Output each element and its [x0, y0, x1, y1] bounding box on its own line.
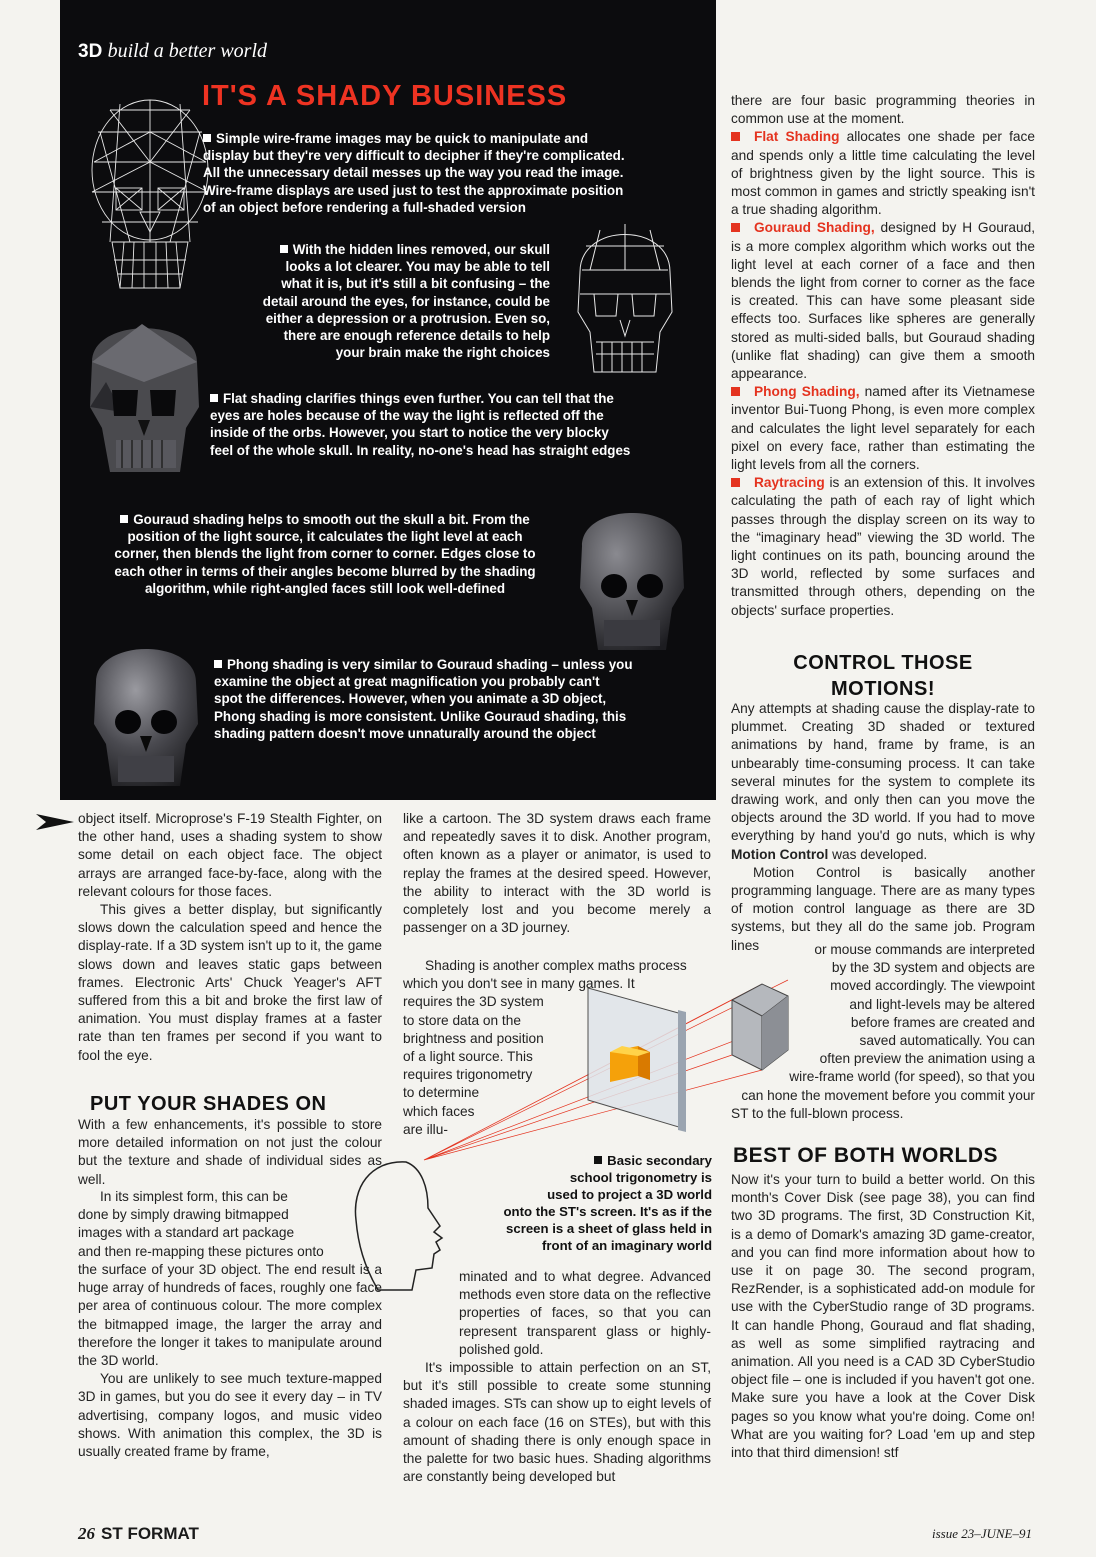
projection-diagram — [352, 960, 812, 1170]
section-kicker: 3D build a better world — [78, 40, 268, 62]
caption-gouraud-shading: Gouraud shading helps to smooth out the skull a bit. From the position of the light source, it calculates the light level at each corner, then blends the light from corner to corner. Edges close to each other in terms of their angles become blurred by the shading algorithm, while right-angled faces still look well-defined — [114, 512, 536, 596]
page-footer: 26 ST FORMAT — [78, 1524, 199, 1543]
right-column: there are four basic programming theories in common use at the moment. Flat Shading allocates one shade per face and spends only a little time calculating the level of brightness given by the light source. This is most common in games and strictly speaking isn't a true shading algorithm. Gouraud Shading, designed by H Gouraud, is a more complex algorithm which works out the light level at each corner of a face and then blends the light from corner to corner as the face is created. This can have some pleasant side effects too. Surfaces like spheres are generally stored as multi-sided balls, but Gouraud shading (unlike flat shading) can give them a smooth appearance. Phong Shading, named after its Vietnamese inventor Bui-Tuong Phong, is even more complex and calculates the light level separately for each pixel on every face, rather than estimating the light levels from all the corners. Raytracing is an extension of this. It involves calculating the path of each ray of light which passes through the display screen on its way to the “imaginary head” viewing the 3D world. The light continues on its path, bouncing around the 3D world, reflected by some surfaces and transmitted through others, depending on the objects' surface properties. — [731, 93, 1036, 618]
continued-arrow-icon — [36, 812, 76, 832]
phong-shaded-skull-image — [86, 634, 206, 794]
caption-hidden-lines: With the hidden lines removed, our skull looks a lot clearer. You may be able to tell what it is, but it's still a bit confusing – the detail around the eyes, for instance, could be either a depression or a protrusion. Even so, there are enough reference details to help your brain make the right choices — [262, 242, 550, 361]
shades-heading: PUT YOUR SHADES ON — [90, 1093, 327, 1115]
shades-text-rest: the surface of your 3D object. The end result is a huge array of hundreds of faces, roughly one face per area of continuous colour. The more complex the bitmapped image, the larger the array and therefore the longer it takes to manipulate around the 3D world. You are unlikely to see much texture-mapped 3D in games, but you do see it every day – in TV advertising, company logos, and music video shows. With animation this complex, the 3D is usually created frame by frame, — [78, 1262, 382, 1460]
left-column: object itself. Microprose's F-19 Stealth Fighter, on the other hand, uses a shading system to show some detail on each object face. The object arrays are arranged face-by-face, along with the relevant colours for those faces. This gives a better display, but significantly slows down the calculation speed and hence the display-rate. If a 3D system isn't up to it, the game slows down and leaves static gaps between frames. Electronic Arts' Chuck Yeager's AFT suffered from this a bit and broke the first law of animation. You must display frames at a faster rate than ten frames per second if you want to fool the eye. — [78, 811, 382, 1063]
caption-phong-shading: Phong shading is very similar to Gouraud shading – unless you examine the object at great magnification you probably can't spot the differences. However, when you animate a 3D object, Phong shading is more consistent. Unlike Gouraud shading, this shading pattern doesn't move unnaturally around the object — [214, 657, 633, 741]
headline: IT'S A SHADY BUSINESS — [202, 80, 568, 112]
middle-column: like a cartoon. The 3D system draws each frame and repeatedly saves it to disk. Another program, often known as a player or animator, is used to replay the frames at the desired speed. However, the ability to interact with the 3D world is completely lost and you become merely a passenger on a 3D journey. — [403, 811, 711, 936]
caption-wireframe: Simple wire-frame images may be quick to manipulate and display but they're very difficult to decipher if they're complicated. All the unnecessary detail messes up the way you read the image. Wire-frame displays are used just to test the approximate position of an object before rendering a full-shaded version — [203, 131, 625, 215]
control-text: Any attempts at shading cause the display-rate to plummet. Creating 3D shaded or textured animations by hand, frame by frame, is an unbearably time-consuming process. It can take several minutes for the system to complete its drawing work, and only then can you move the objects around the 3D world. If you had to move everything by hand you'd go nuts, which is why Motion Control was developed. Motion Control is basically another programming language. There are as many types of motion control language as there are 3D systems, but they all do the same job. Program lines — [731, 701, 1035, 953]
hidden-line-skull-image — [560, 212, 690, 387]
shades-text-wrap: In its simplest form, this can be done by simply drawing bitmapped images with a standard art package and then re-mapping these pictures onto — [78, 1189, 324, 1259]
middle-column-bottom: minated and to what degree. Advanced methods even store data on the reflective properties of faces, so that you can represent transparent glass or highly-polished gold. It's impossible to attain perfection on an ST, but it's still possible to create some stunning shaded images. STs can show up to eight levels of a colour on each face (16 on STEs), but with this amount of shading there is only enough space in the palette for two basic hues. Shading algorithms are constantly being developed but — [403, 1269, 711, 1485]
control-heading: CONTROL THOSE MOTIONS! — [793, 652, 973, 700]
gouraud-shaded-skull-image — [572, 498, 692, 658]
issue-label: issue 23–JUNE–91 — [931, 1526, 1032, 1541]
control-text-wrap: or mouse commands are interpreted by the 3D system and objects are moved accordingly. The viewpoint and light-levels may be altered before frames are created and saved automatically. You can often preview the animation using a wire-frame world (for speed), so that you can hone the movement before you commit your ST to the full-blown process. — [731, 942, 1035, 1121]
shades-text: With a few enhancements, it's possible to store more detailed information on not just the colour but the texture and shade of individual sides as well. — [78, 1117, 382, 1187]
best-text: Now it's your turn to build a better world. On this month's Cover Disk (see page 38), you can find two 3D programs. The first, 3D Construction Kit, is a demo of Domark's amazing 3D game-creator, and you can find more information about how to use it on page 30. The second program, RezRender, is a sophisticated add-on module for use with the CyberStudio range of 3D programs. It can handle Phong, Gouraud and flat shading, as well as some simplified raytracing and animation. All you need is a CAD 3D CyberStudio object file – one is included if you haven't got one. Make sure you have a look at the Cover Disk pages so you know what you're doing. Come on! What are you waiting for? Load 'em up and step into that third dimension! stf — [731, 1172, 1035, 1461]
caption-flat-shading: Flat shading clarifies things even further. You can tell that the eyes are holes because of the way the light is reflected off the inside of the orbs. However, you start to notice the very blocky feel of the whole skull. In reality, no-one's head has straight edges — [210, 391, 631, 458]
best-heading: BEST OF BOTH WORLDS — [733, 1144, 998, 1167]
wireframe-skull-image — [80, 92, 220, 302]
caption-diagram: Basic secondary school trigonometry is used to project a 3D world onto the ST's screen. It's as if the screen is a sheet of glass held in front of an imaginary world — [503, 1153, 712, 1253]
flat-shaded-skull-image — [82, 312, 207, 482]
middle-column-wrap: Shading is another complex maths process which you don't see in many games. It requires the 3D system to store data on the brightness and position of a light source. This requires trigonometry to determine which faces are illu- — [403, 958, 687, 1137]
